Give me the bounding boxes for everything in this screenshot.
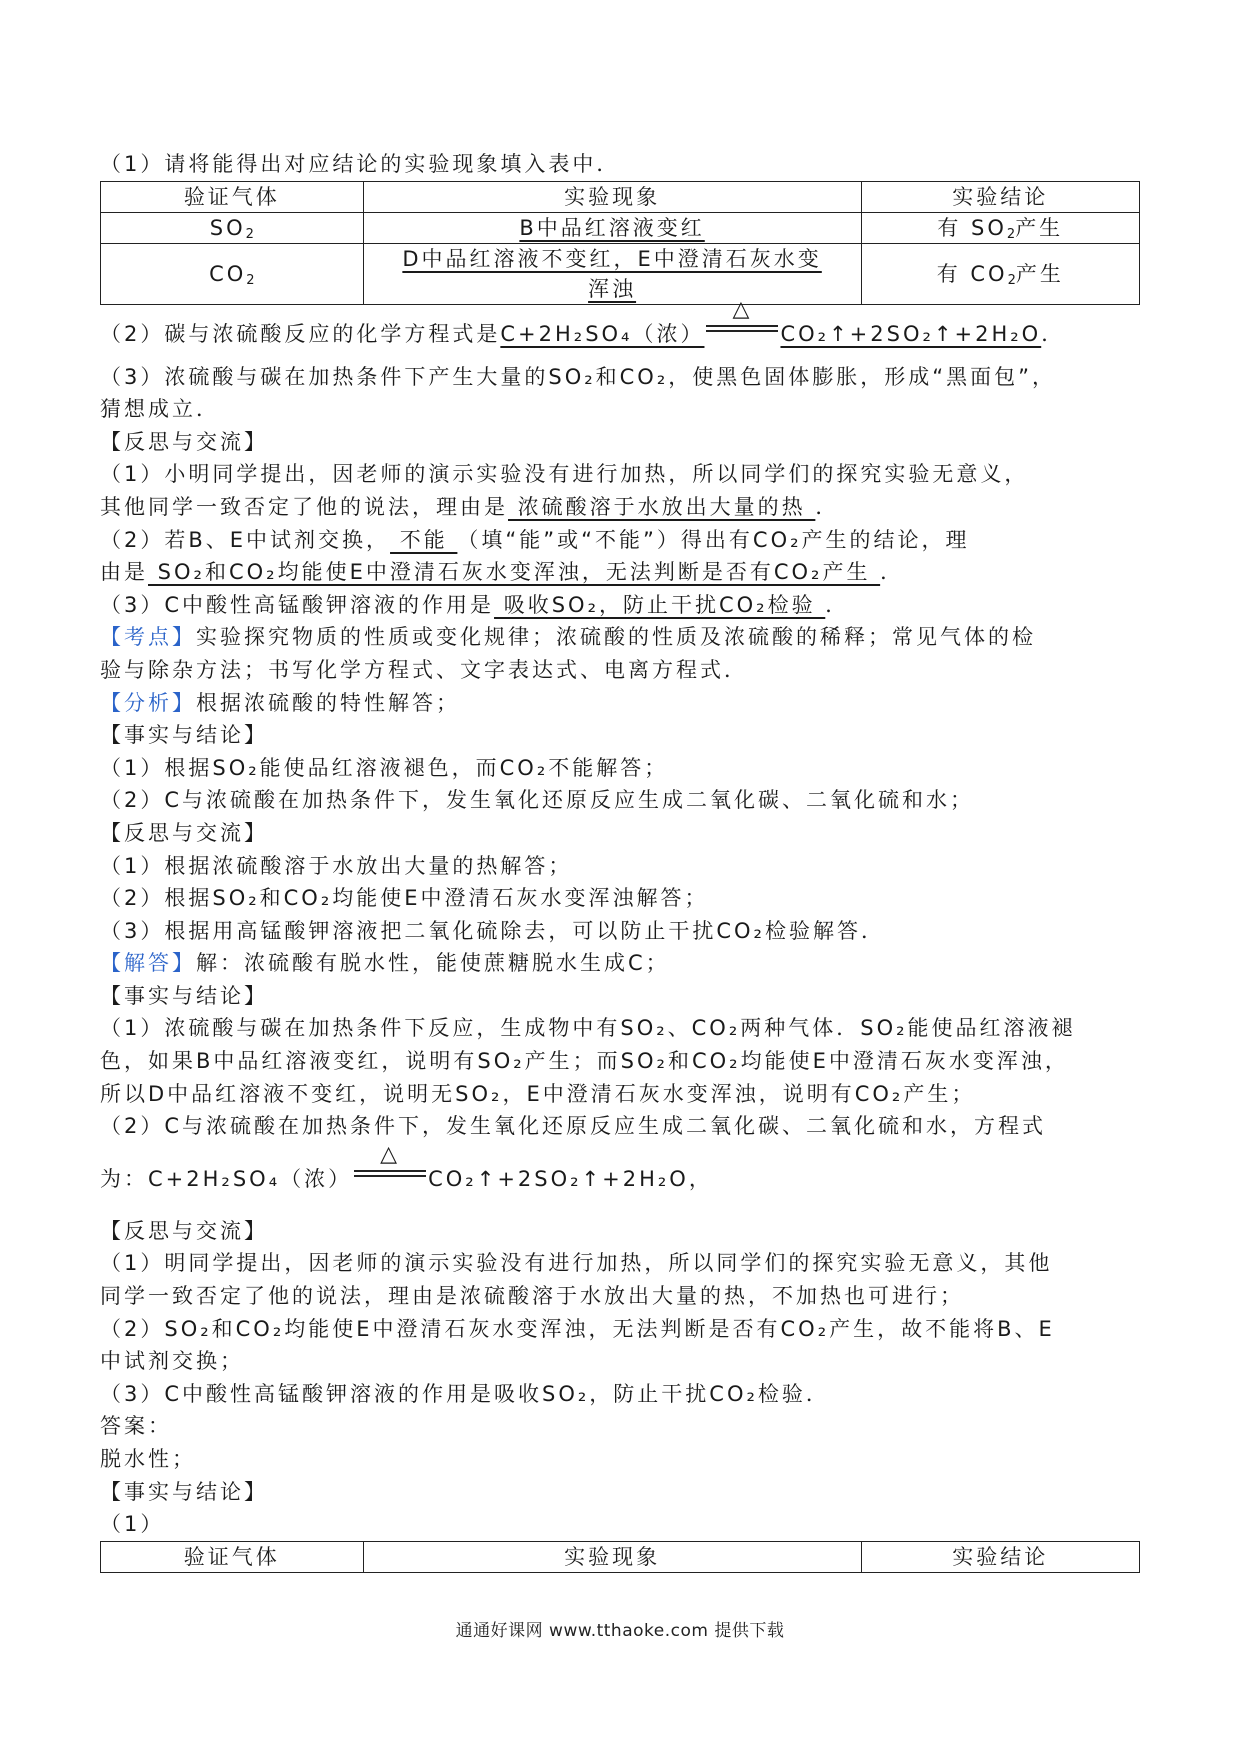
- gas-cell: $CO_2$: [101, 243, 364, 304]
- answer-blank: 不能: [390, 527, 458, 552]
- document-page: [100, 148, 1140, 1573]
- analysis-line: （3）根据用高锰酸钾溶液把二氧化硫除去，可以防止干扰CO₂检验解答．: [100, 918, 885, 943]
- heating-condition-arrow: [706, 296, 778, 335]
- reflect-3-line: （3）C中酸性高锰酸钾溶液的作用是 吸收SO₂，防止干扰CO₂检验 ．: [100, 592, 850, 617]
- section-heading-reflect: 【反思与交流】: [100, 820, 268, 845]
- reflect-2-line: 由是 SO₂和CO₂均能使E中澄清石灰水变浑浊，无法判断是否有CO₂产生 ．: [100, 560, 905, 585]
- solution-line: （1）浓硫酸与碳在加热条件下反应，生成物中有SO₂、CO₂两种气体．SO₂能使品红溶液褪: [100, 1016, 1076, 1041]
- heat-symbol: △: [732, 296, 750, 322]
- analysis-line: （2）根据SO₂和CO₂均能使E中澄清石灰水变浑浊解答；: [100, 886, 709, 911]
- solution-line: （3）C中酸性高锰酸钾溶液的作用是吸收SO₂，防止干扰CO₂检验．: [100, 1381, 830, 1406]
- heating-condition-arrow: [354, 1141, 426, 1180]
- answer-blank: C+2H₂SO₄（浓） △ CO₂↑+2SO₂↑+2H₂O: [500, 296, 1042, 346]
- table-row: [101, 243, 1140, 304]
- solution-line: 所以D中品红溶液不变红，说明无SO₂，E中澄清石灰水变浑浊，说明有CO₂产生；: [100, 1081, 976, 1106]
- results-table: [100, 181, 1140, 305]
- reflect-1-line: 其他同学一致否定了他的说法，理由是 浓硫酸溶于水放出大量的热 ．: [100, 494, 840, 519]
- conclusion-cell: 有 $CO_2$产生: [861, 243, 1139, 304]
- answer-line: （1）: [100, 1512, 165, 1537]
- phenomenon-cell: [363, 212, 861, 243]
- gas-cell: $SO_2$: [101, 212, 364, 243]
- page-footer: 通通好课网 www.tthaoke.com 提供下载: [455, 1621, 785, 1641]
- table-header: 验证气体: [101, 1541, 364, 1572]
- jieda-line: 【解答】解：浓硫酸有脱水性，能使蔗糖脱水生成C；: [100, 951, 670, 976]
- section-heading-fact: 【事实与结论】: [100, 983, 268, 1008]
- table-row: [101, 212, 1140, 243]
- table-header-row: [101, 181, 1140, 212]
- answer-blank: 浓硫酸溶于水放出大量的热: [508, 494, 816, 519]
- table-header-row: [101, 1541, 1140, 1572]
- solution-line: （1）明同学提出，因老师的演示实验没有进行加热，所以同学们的探究实验无意义，其他: [100, 1251, 1053, 1276]
- table-header: 实验现象: [363, 1541, 861, 1572]
- answer-blank: D中品红溶液不变红，E中澄清石灰水变: [402, 246, 822, 271]
- answer-blank: B中品红溶液变红: [519, 215, 705, 240]
- answer-blank: SO₂和CO₂均能使E中澄清石灰水变浑浊，无法判断是否有CO₂产生: [148, 560, 881, 585]
- fenxi-tag: 【分析】: [100, 690, 196, 715]
- kaodian-line: 【考点】实验探究物质的性质或变化规律；浓硫酸的性质及浓硫酸的稀释；常见气体的检: [100, 625, 1036, 650]
- answer-line: 脱水性；: [100, 1447, 196, 1471]
- solution-line: 同学一致否定了他的说法，理由是浓硫酸溶于水放出大量的热，不加热也可进行；: [100, 1284, 964, 1309]
- solution-equation: 为：C+2H₂SO₄（浓） △ CO₂↑+2SO₂↑+2H₂O，: [100, 1141, 713, 1191]
- answer-table: [100, 1541, 1140, 1573]
- table-header: 实验结论: [861, 1541, 1139, 1572]
- phenomenon-cell: [363, 243, 861, 304]
- table-header: 实验现象: [363, 181, 861, 212]
- jieda-tag: 【解答】: [100, 951, 196, 976]
- solution-line: （2）SO₂和CO₂均能使E中澄清石灰水变浑浊，无法判断是否有CO₂产生，故不能将B、E: [100, 1316, 1055, 1341]
- question-2-equation: （2）碳与浓硫酸反应的化学方程式是C+2H₂SO₄（浓） △ CO₂↑+2SO₂↑+2H₂O．: [100, 296, 1066, 346]
- section-heading-reflect: 【反思与交流】: [100, 1218, 268, 1243]
- question-1-intro: （1）请将能得出对应结论的实验现象填入表中．: [100, 152, 621, 176]
- solution-line: 中试剂交换；: [100, 1349, 244, 1374]
- kaodian-tag: 【考点】: [100, 625, 196, 650]
- heat-symbol: △: [380, 1141, 398, 1167]
- question-3-line: （3）浓硫酸与碳在加热条件下产生大量的SO₂和CO₂，使黑色固体膨胀，形成“黑面包”，: [100, 364, 1057, 389]
- conclusion-cell: 有 $SO_2$产生: [861, 212, 1139, 243]
- analysis-line: （2）C与浓硫酸在加热条件下，发生氧化还原反应生成二氧化碳、二氧化硫和水；: [100, 788, 975, 813]
- answer-label: 答案：: [100, 1414, 172, 1439]
- reflect-1-line: （1）小明同学提出，因老师的演示实验没有进行加热，所以同学们的探究实验无意义，: [100, 462, 1029, 487]
- table-header: 验证气体: [101, 181, 364, 212]
- section-heading-reflect: 【反思与交流】: [100, 429, 268, 454]
- section-heading-fact: 【事实与结论】: [100, 1479, 268, 1504]
- section-heading-fact: 【事实与结论】: [100, 723, 268, 748]
- table-header: 实验结论: [861, 181, 1139, 212]
- kaodian-line: 验与除杂方法；书写化学方程式、文字表达式、电离方程式．: [100, 657, 748, 682]
- analysis-line: （1）根据浓硫酸溶于水放出大量的热解答；: [100, 853, 573, 878]
- reflect-2-line: （2）若B、E中试剂交换， 不能 （填“能”或“不能”）得出有CO₂产生的结论，理: [100, 527, 970, 552]
- solution-line: 色，如果B中品红溶液变红，说明有SO₂产生；而SO₂和CO₂均能使E中澄清石灰水变浑浊，: [100, 1049, 1069, 1074]
- answer-blank: 吸收SO₂，防止干扰CO₂检验: [494, 592, 826, 617]
- answer-blank: 浑浊: [588, 276, 637, 301]
- analysis-line: （1）根据SO₂能使品红溶液褪色，而CO₂不能解答；: [100, 755, 669, 780]
- fenxi-line: 【分析】根据浓硫酸的特性解答；: [100, 690, 460, 715]
- question-3-line: 猜想成立．: [100, 397, 220, 422]
- solution-line: （2）C与浓硫酸在加热条件下，发生氧化还原反应生成二氧化碳、二氧化硫和水，方程式: [100, 1114, 1047, 1139]
